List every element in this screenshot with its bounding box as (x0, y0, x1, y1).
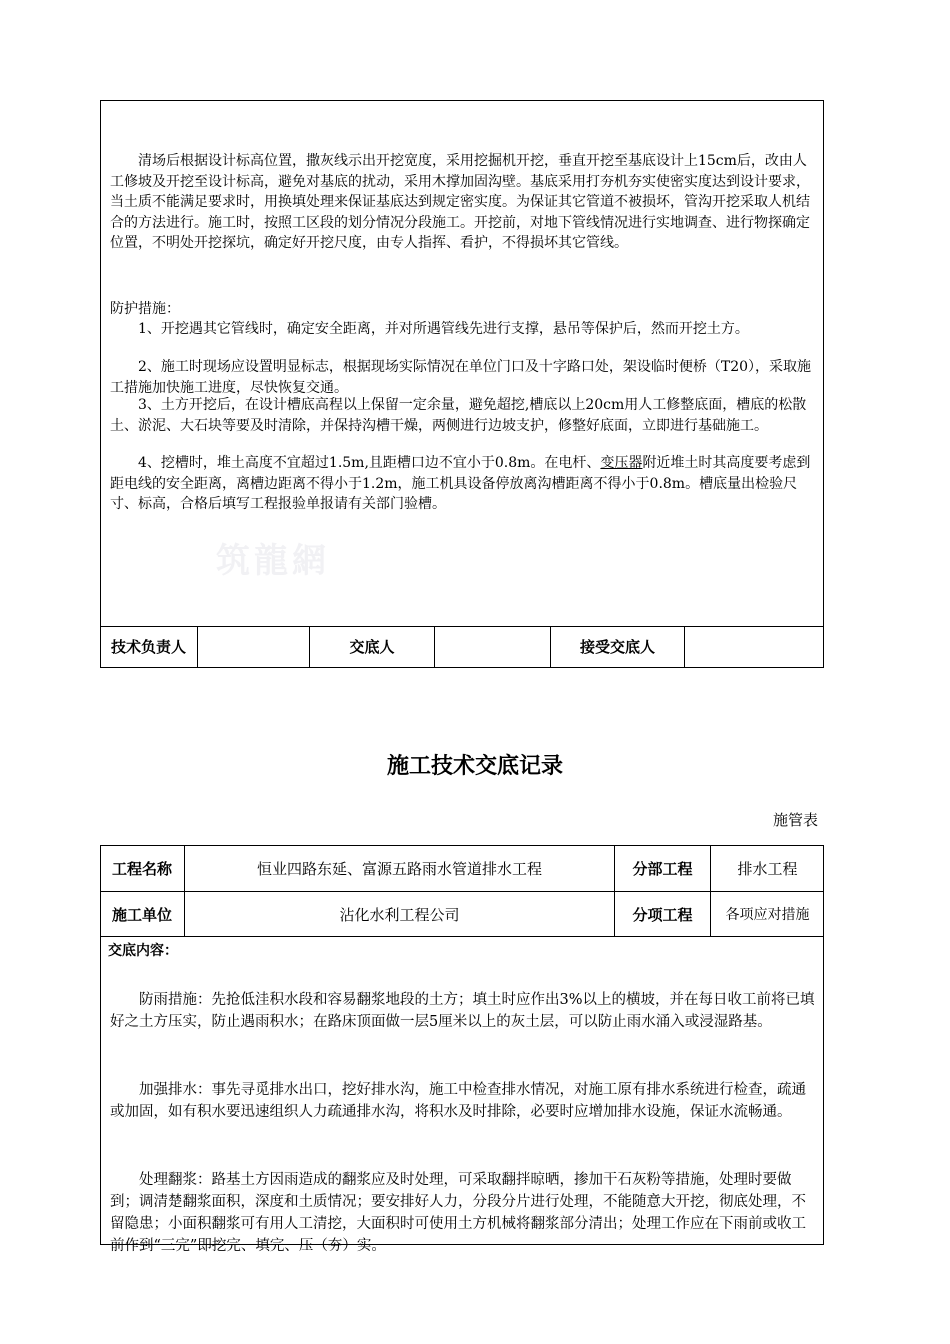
measure-2: 2、施工时现场应设置明显标志，根据现场实际情况在单位门口及十字路口处，架设临时便桥（T20），采取施工措施加快施工进度，尽快恢复交通。 (110, 359, 812, 396)
measure-1: 1、开挖遇其它管线时，确定安全距离，并对所遇管线先进行支撑，悬吊等保护后，然而开挖土方。 (138, 321, 749, 337)
receiver-label: 接受交底人 (579, 637, 655, 656)
transformer-link[interactable]: 变压器 (600, 455, 643, 471)
info-row-divider (100, 936, 824, 937)
intro-paragraph: 清场后根据设计标高位置，撒灰线示出开挖宽度，采用挖掘机开挖，垂直开挖至基底设计上15cm后，改由人工修坡及开挖至设计标高，避免对基底的扰动，采用木撑加固沟壁。基底采用打夯机夯实使密实度达到设计要求，当土质不能满足要求时，用换填处理来保证基底达到规定密实度。为保证其它管道不被损坏，管沟开挖采取人机结合的方法进行。施工时，按照工区段的划分情况分段施工。开挖前，对地下管线情况进行实地调查、进行物探确定位置，不明处开挖探坑，确定好开挖尺度，由专人指挥、看护，不得损坏其它管线。 (110, 153, 810, 252)
protection-title: 防护措施： (110, 301, 180, 317)
drain-paragraph: 加强排水：事先寻觅排水出口，挖好排水沟，施工中检查排水情况，对施工原有排水系统进行检查，疏通或加固，如有积水要迅速组织人力疏通排水沟，将积水及时排除，必要时应增加排水设施，保证水流畅通。 (110, 1082, 806, 1120)
item-value: 各项应对措施 (725, 907, 810, 923)
unit-label: 施工单位 (111, 905, 172, 924)
handover-value[interactable] (435, 626, 550, 666)
receiver-value[interactable] (685, 626, 824, 666)
measure-4-part-b: 附近堆土时其高度要考虑到距电线的安全距离，离槽边距离不得小于1.2m，施工机具设备停放离沟槽距离不得小于0.8m。槽底量出检验尺寸、标高，合格后填写工程报验单报请有关部门验槽。 (110, 455, 811, 513)
measure-4-part-a: 4、挖槽时，堆土高度不宜超过1.5m,且距槽口边不宜小于0.8m。在电杆、 (138, 455, 601, 471)
rain-paragraph: 防雨措施：先抢低洼积水段和容易翻浆地段的土方；填土时应作出3%以上的横坡，并在每日收工前将已填好之土方压实，防止遇雨积水；在路床顶面做一层5厘米以上的灰土层，可以防止雨水涌入或浸湿路基。 (110, 992, 815, 1030)
slurry-paragraph: 处理翻浆：路基土方因雨造成的翻浆应及时处理，可采取翻拌晾晒，掺加干石灰粉等措施，处理时要做到；调清楚翻浆面积，深度和土质情况；要安排好人力，分段分片进行处理，不能随意大开挖，彻底处理，不留隐患；小面积翻浆可有用人工清挖，大面积时可使用土方机械将翻浆部分清出；处理工作应在下雨前或收工前作到“三完”即挖完、填完、压（夯）实。 (110, 1172, 806, 1254)
item-label: 分项工程 (632, 905, 693, 924)
measure-4 (110, 453, 816, 515)
project-name-value: 恒业四路东延、富源五路雨水管道排水工程 (256, 860, 542, 878)
tech-lead-label: 技术负责人 (110, 637, 186, 656)
measure-3: 3、土方开挖后，在设计槽底高程以上保留一定余量，避免超挖,槽底以上20cm用人工修整底面，槽底的松散土、淤泥、大石块等要及时清除，并保持沟槽干燥，两侧进行边坡支护，修整好底面，立即进行基础施工。 (110, 397, 807, 434)
subproject-value: 排水工程 (737, 860, 798, 878)
project-name-label: 工程名称 (111, 860, 172, 878)
handover-label: 交底人 (349, 637, 395, 656)
watermark-text: 筑龍網 (216, 541, 330, 581)
content-label: 交底内容： (108, 943, 178, 959)
unit-value: 沾化水利工程公司 (339, 905, 460, 924)
subproject-label: 分部工程 (632, 860, 693, 878)
form-title: 施工技术交底记录 (386, 754, 563, 779)
form-code: 施管表 (772, 811, 818, 829)
tech-lead-value[interactable] (198, 626, 309, 666)
